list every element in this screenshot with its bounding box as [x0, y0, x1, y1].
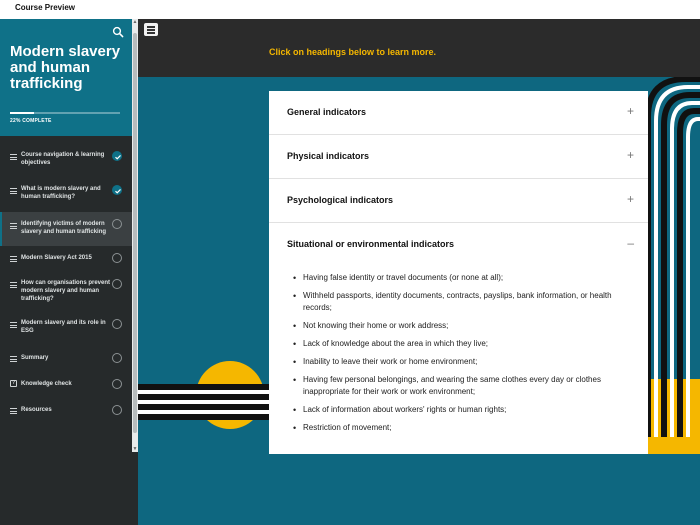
course-title: Modern slavery and human trafficking — [10, 43, 121, 92]
accordion-item-psychological[interactable] — [269, 179, 648, 223]
sidebar-header — [0, 19, 132, 136]
scroll-down-icon[interactable]: ▼ — [132, 446, 138, 452]
empty-circle-icon — [112, 279, 122, 289]
app-topbar — [0, 0, 700, 19]
lesson-label: What is modern slavery and human trafficking? — [21, 186, 101, 200]
check-circle-icon — [112, 151, 122, 161]
lesson-header — [138, 19, 700, 77]
sidebar-scrollbar-thumb[interactable] — [133, 33, 137, 433]
bottom-background — [138, 454, 700, 525]
lesson-label: Identifying victims of modern slavery and human trafficking — [21, 221, 107, 235]
lesson-lines-icon — [10, 282, 17, 288]
indicator-item: • Restriction of movement; — [291, 422, 631, 434]
lesson-lines-icon — [10, 154, 17, 160]
lesson-item-role-in-esg[interactable] — [0, 312, 132, 346]
lesson-label: Course navigation & learning objectives — [21, 152, 105, 166]
empty-circle-icon — [112, 219, 122, 229]
course-progress-bar — [10, 112, 120, 114]
lesson-list — [0, 152, 132, 432]
accordion-header-situational[interactable] — [269, 223, 648, 267]
accordion-item-physical[interactable] — [269, 135, 648, 179]
check-circle-icon — [112, 185, 122, 195]
lesson-lines-icon — [10, 256, 17, 262]
course-progress-text: 22% COMPLETE — [10, 118, 52, 124]
lesson-item-resources[interactable] — [0, 398, 132, 424]
lesson-lines-icon — [10, 408, 17, 414]
lesson-label: Summary — [21, 355, 49, 361]
accordion-title: Psychological indicators — [287, 195, 394, 205]
accordion-title: General indicators — [287, 107, 367, 117]
app-title: Course Preview — [15, 3, 76, 12]
empty-circle-icon — [112, 405, 122, 415]
search-icon[interactable] — [112, 26, 124, 38]
question-icon: ? — [11, 380, 16, 386]
indicator-item: • Withheld passports, identity documents, contracts, payslips, bank information, or health records; — [291, 290, 631, 314]
instruction-text: Click on headings below to learn more. — [269, 47, 437, 57]
lesson-label: How can organisations prevent modern slavery and human trafficking? — [21, 280, 111, 302]
plus-icon: + — [626, 192, 634, 206]
empty-circle-icon — [112, 379, 122, 389]
indicator-item: • Lack of information about workers' rights or human rights; — [291, 404, 631, 416]
accordion-title: Physical indicators — [287, 151, 370, 161]
indicator-item: • Lack of knowledge about the area in which they live; — [291, 338, 631, 350]
lesson-lines-icon — [10, 356, 17, 362]
lesson-label: Modern slavery and its role in ESG — [21, 320, 106, 334]
indicator-item: • Having few personal belongings, and wearing the same clothes every day or clothes inappropriate for their work or work environment; — [291, 374, 631, 398]
indicator-list — [291, 272, 631, 440]
indicator-item: • Inability to leave their work or home environment; — [291, 356, 631, 368]
minus-icon: – — [627, 236, 634, 250]
empty-circle-icon — [112, 319, 122, 329]
course-progress-fill — [10, 112, 34, 114]
accordion-card — [269, 91, 648, 454]
lesson-label: Resources — [21, 407, 52, 413]
lesson-item-course-navigation[interactable] — [0, 144, 132, 178]
indicator-item: • Having false identity or travel documents (or none at all); — [291, 272, 631, 284]
plus-icon: + — [626, 148, 634, 162]
lesson-item-summary[interactable] — [0, 346, 132, 372]
lesson-item-what-is-modern-slavery[interactable] — [0, 178, 132, 212]
lesson-item-identifying-victims[interactable] — [0, 212, 132, 246]
empty-circle-icon — [112, 353, 122, 363]
course-sidebar — [0, 19, 138, 525]
lesson-lines-icon — [10, 188, 17, 194]
scroll-up-icon[interactable]: ▲ — [132, 19, 138, 25]
lesson-item-organisations-prevent[interactable] — [0, 272, 132, 312]
lesson-item-knowledge-check[interactable] — [0, 372, 132, 398]
lesson-label: Knowledge check — [21, 381, 72, 387]
lesson-lines-icon — [10, 223, 17, 229]
accordion-title: Situational or environmental indicators — [287, 239, 455, 249]
lesson-lines-icon — [10, 322, 17, 328]
lesson-content — [138, 19, 700, 525]
accordion-item-general[interactable] — [269, 91, 648, 135]
hamburger-menu-icon[interactable] — [144, 23, 158, 36]
lesson-item-modern-slavery-act[interactable] — [0, 246, 132, 272]
lesson-label: Modern Slavery Act 2015 — [21, 255, 92, 261]
plus-icon: + — [626, 104, 634, 118]
empty-circle-icon — [112, 253, 122, 263]
indicator-item: • Not knowing their home or work address; — [291, 320, 631, 332]
accordion-item-situational — [269, 223, 648, 453]
